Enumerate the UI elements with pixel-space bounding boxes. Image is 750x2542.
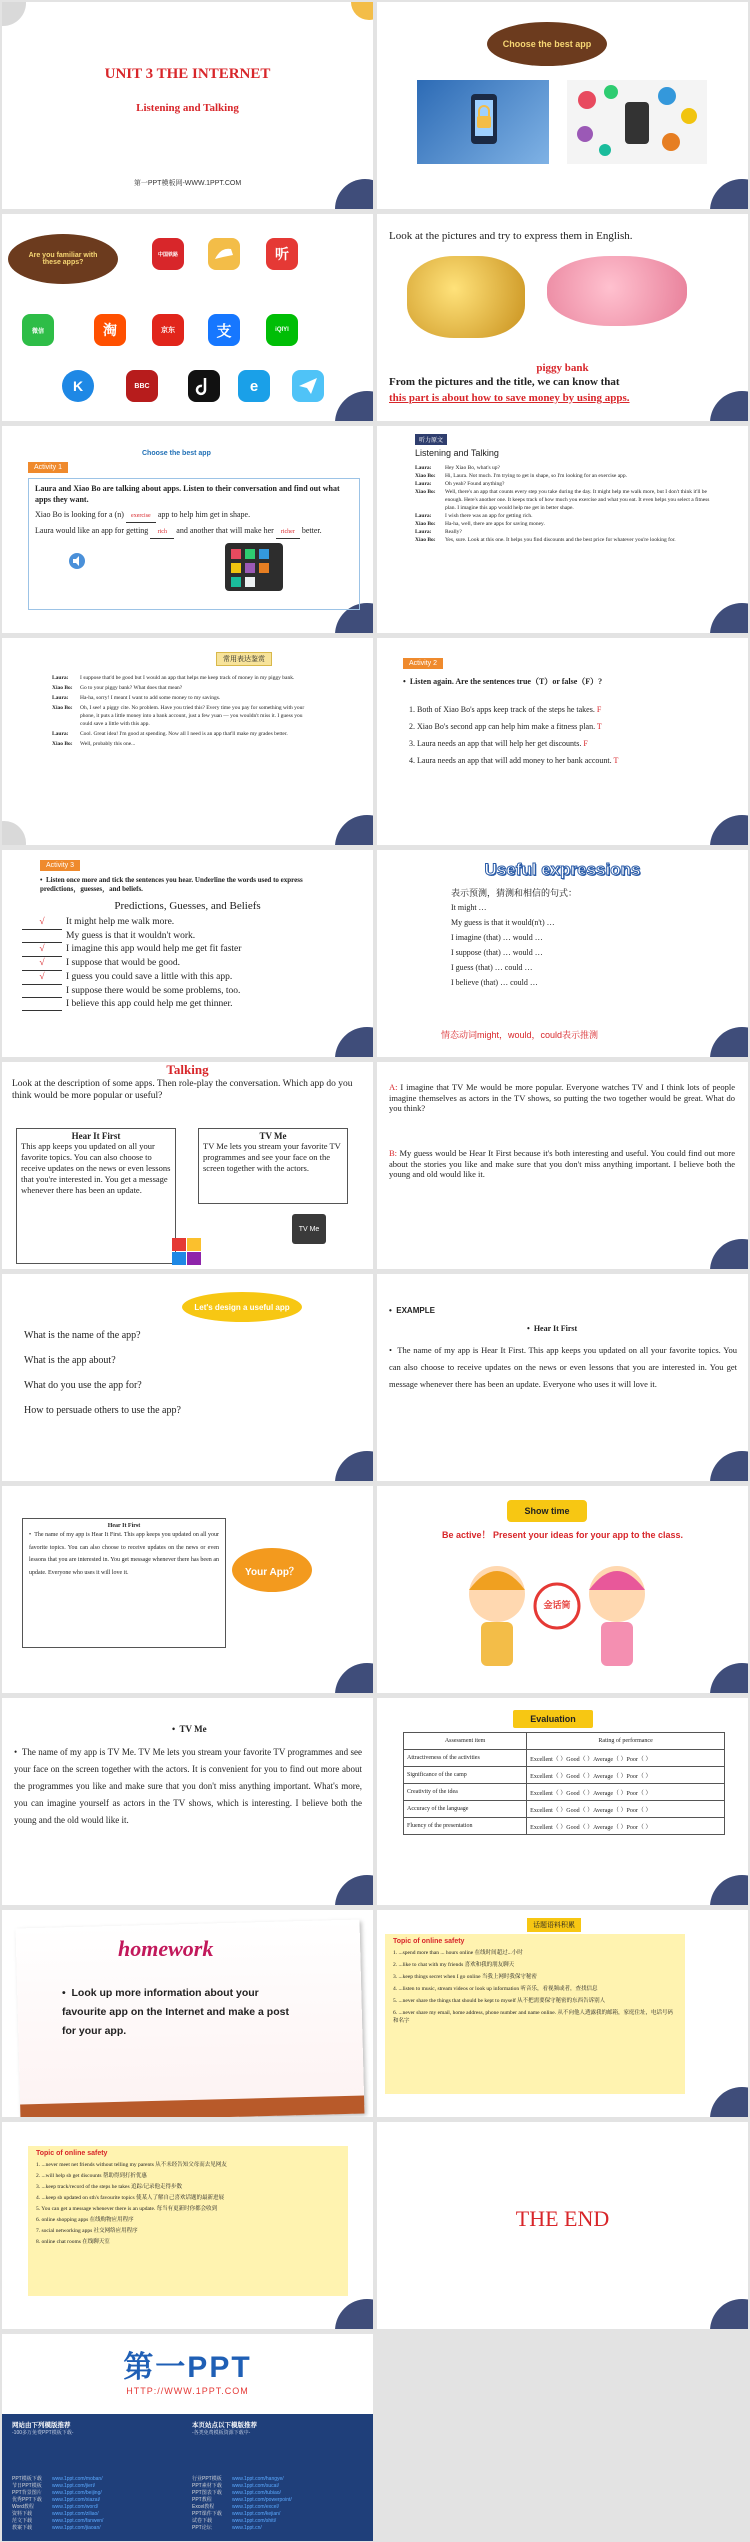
- link-row: 教案下载 www.1ppt.com/jiaoan/ PPT论坛 www.1ppt.cn/: [12, 2525, 262, 2531]
- link-row: 范文下载 www.1ppt.com/fanwen/ 试卷下载 www.1ppt.com/shiti/: [12, 2518, 277, 2524]
- q1-text-b: app to help him get in shape.: [157, 510, 251, 519]
- note-icon: [195, 376, 213, 396]
- deco-circle: [710, 391, 748, 421]
- speaker-icon: [69, 553, 85, 569]
- railway-app-icon: 中国铁路: [152, 238, 184, 270]
- speaker-a: A:: [389, 1082, 398, 1092]
- slide-16: [377, 1486, 748, 1693]
- topic-item: 4. ...listen to music, stream videos or look up information 听音乐，看视频或者，查找信息: [393, 1986, 598, 1992]
- topic-item: 5. ...never share the things that should be kept to myself 从不把需要保守秘密的东西告诉别人: [393, 1998, 606, 2004]
- slide-9: [2, 850, 373, 1057]
- show-time-tag: Show time: [507, 1500, 587, 1522]
- card-title: Hear It First: [71, 1131, 121, 1141]
- deco-circle: [710, 815, 748, 845]
- expression-item: It might …: [451, 903, 487, 912]
- cartoon-kids-icon: [447, 1546, 667, 1676]
- expression-item: My guess is that it would(n't) …: [451, 918, 555, 927]
- example-text: • The name of my app is Hear It First. This app keeps you updated on all your favorite topics. You can also choose to receive updates on the news or even lessons that you are interested in. You get message whenever there has been an update. Everyone who uses it will love it.: [389, 1345, 737, 1389]
- slide-22: [377, 2122, 748, 2329]
- q2-answer-1: rich: [150, 527, 174, 539]
- table-row: Fluency of the presentation Excellent（ ）Good（ ）Average（ ）Poor（ ）: [404, 1818, 725, 1835]
- topic-title: Topic of online safety: [36, 2150, 108, 2157]
- meituan-app-icon: [208, 238, 240, 270]
- puzzle-icon: [172, 1238, 202, 1266]
- deco-circle: [335, 2299, 373, 2329]
- puzzle-logo: [172, 1238, 202, 1266]
- design-oval: Let's design a useful app: [182, 1292, 302, 1322]
- link-row: Word教程 www.1ppt.com/word/ Excel教程 www.1ppt.com/excel/: [12, 2504, 279, 2510]
- topic-item: 8. online chat rooms 在线聊天室: [36, 2239, 110, 2245]
- transcript-title: Listening and Talking: [415, 448, 499, 458]
- column-heading-right: 本页站点以下模版推荐: [192, 2422, 257, 2429]
- table-header-row: [404, 1733, 725, 1750]
- iqiyi-app-icon: iQIYI: [266, 314, 298, 346]
- conclusion-line-2: this part is about how to save money by using apps.: [389, 392, 630, 404]
- link[interactable]: www.1ppt.com/jiaoan/: [52, 2525, 101, 2531]
- transcript-tag: 听力原文: [415, 434, 447, 445]
- link[interactable]: www.1ppt.com/kejian/: [232, 2511, 281, 2517]
- link[interactable]: www.1ppt.com/powerpoint/: [232, 2497, 292, 2503]
- tf-item: 2. Xiao Bo's second app can help him make a fitness plan. T: [409, 722, 602, 731]
- column-desc-right: -各类免费模板资源下载中-: [192, 2430, 251, 2436]
- jd-app-icon: 京东: [152, 314, 184, 346]
- slide-title: Useful expressions: [484, 860, 641, 879]
- table-header: Rating of performance: [527, 1733, 725, 1750]
- deco-circle: [335, 815, 373, 845]
- audio-play-button[interactable]: [69, 553, 85, 569]
- card-text: • The name of my app is Hear It First. This app keeps you updated on all your favorite topics. You can also choose to receive updates on the news or even lessons that you are interested in. You get message whenever there has been an update. Everyone who uses it will love it.: [29, 1532, 219, 1576]
- tf-item: 3. Laura needs an app that will help her get discounts. F: [409, 739, 588, 748]
- plane-app-icon: [292, 370, 324, 402]
- topic-item: 6. ...never share my email, home address, phone number and name online. 从不向他人透露我的邮箱，家庭住址，电话号码和名字: [393, 2010, 673, 2024]
- app-grid-icon: [225, 543, 283, 591]
- site-logo: 第一PPT: [123, 2351, 252, 2384]
- topic-item: 3. ...keep things secret when I go online 当我上网时我保守秘密: [393, 1974, 537, 1980]
- your-app-bubble: Your App？: [232, 1548, 312, 1592]
- table-row: Significance of the camp Excellent（ ）Good（ ）Average（ ）Poor（ ）: [404, 1767, 725, 1784]
- example-label: • EXAMPLE: [389, 1306, 435, 1315]
- card-title: Hear It First: [107, 1523, 141, 1529]
- app-card-hear-it-first: [16, 1128, 176, 1264]
- slide-18: [377, 1698, 748, 1905]
- tick-item: My guess is that it wouldn't work.: [22, 930, 352, 943]
- design-question: What do you use the app for?: [24, 1380, 142, 1391]
- link[interactable]: www.1ppt.com/word/: [52, 2504, 99, 2510]
- deco-circle: [710, 2299, 748, 2329]
- expression-tag: 常用表达鉴赏: [216, 652, 272, 666]
- link[interactable]: www.1ppt.com/hangye/: [232, 2476, 284, 2482]
- activity-question: • Listen once more and tick the sentences you hear. Underline the words used to express predictions，guesses，and beliefs.: [40, 876, 303, 893]
- link[interactable]: www.1ppt.com/jieri/: [52, 2483, 96, 2489]
- deco-circle: [351, 2, 373, 20]
- deco-circle: [335, 391, 373, 421]
- tick-list: [22, 916, 352, 1011]
- slide-3: [2, 214, 373, 421]
- slide-1: [2, 2, 373, 209]
- design-question: What is the app about?: [24, 1355, 116, 1366]
- table-row: Creativity of the idea Excellent（ ）Good（ ）Average（ ）Poor（ ）: [404, 1784, 725, 1801]
- tv-me-badge: TV Me: [292, 1214, 326, 1244]
- link-row: 资料下载 www.1ppt.com/ziliao/ PPT课件下载 www.1ppt.com/kejian/: [12, 2511, 281, 2517]
- link[interactable]: www.1ppt.com/tubiao/: [232, 2490, 281, 2496]
- tick-item: √ I guess you could save a little with this app.: [22, 971, 352, 985]
- app-card-tv-me: [198, 1128, 348, 1204]
- listen-app-icon: 听: [266, 238, 298, 270]
- gold-piggy-image: [407, 256, 525, 338]
- deco-circle: [710, 1027, 748, 1057]
- question-bubble: Are you familiar with these apps?: [8, 234, 118, 284]
- topic-box: [28, 2146, 348, 2296]
- link[interactable]: www.1ppt.com/sucai/: [232, 2483, 279, 2489]
- topic-item: 7. social networking apps 社交网络应用程序: [36, 2228, 138, 2234]
- transcript-line: Laura: Ha-ha, sorry! I meant I want to add some money to my savings.: [52, 695, 221, 701]
- slide-17: [2, 1698, 373, 1905]
- show-time-line: Be active！ Present your ideas for your app to the class.: [441, 1530, 684, 1540]
- table-row: Accuracy of the language Excellent（ ）Good（ ）Average（ ）Poor（ ）: [404, 1801, 725, 1818]
- topic-item: 1. ...never meet net friends without telling my parents 从不未经告知父母而去见网友: [36, 2162, 227, 2168]
- homework-text: • Look up more information about your favourite app on the Internet and make a post for your app.: [62, 1987, 289, 2037]
- slide-2: [377, 2, 748, 209]
- topic-title: Topic of online safety: [393, 1938, 465, 1945]
- slide-15: [2, 1486, 373, 1693]
- slide-title: UNIT 3 THE INTERNET: [104, 66, 271, 82]
- deco-circle: [335, 1027, 373, 1057]
- tick-item: I believe this app could help me get thinner.: [22, 998, 352, 1011]
- activity-tag: Activity 1: [28, 462, 68, 473]
- tf-item: 4. Laura needs an app that will add money to her bank account. T: [409, 756, 619, 765]
- card-title: TV Me: [259, 1131, 287, 1141]
- transcript-list: [415, 464, 715, 544]
- kangaroo-icon: [213, 245, 235, 263]
- tick-item: √ It might help me walk more.: [22, 916, 352, 930]
- expression-item: I imagine (that) … would …: [451, 933, 543, 942]
- tf-item: 1. Both of Xiao Bo's apps keep track of the steps he takes. F: [409, 705, 602, 714]
- slide-23: [2, 2334, 373, 2541]
- logo-text: 金话筒: [543, 1600, 571, 1610]
- dialogue-b: B: My guess would be Hear It First because it's both interesting and useful. You could find out more about the stories you like and make sure that you don't miss anything important. I believe both the young and old would like it.: [389, 1148, 736, 1179]
- table-row: Attractiveness of the activities Excellent（ ）Good（ ）Average（ ）Poor（ ）: [404, 1750, 725, 1767]
- microphone-kids-illustration: [447, 1546, 667, 1676]
- transcript-line: Laura: I suppose that'd be good but I would an app that helps me keep track of money in my piggy bank.: [52, 675, 295, 681]
- link[interactable]: www.1ppt.com/ziliao/: [52, 2511, 99, 2517]
- deco-circle: [710, 1239, 748, 1269]
- topic-item: 6. online shopping apps 在线购物应用程序: [36, 2217, 134, 2223]
- speaker-b: B:: [389, 1148, 398, 1158]
- link[interactable]: www.1ppt.com/xiazai/: [52, 2497, 101, 2503]
- pink-piggy-image: [547, 256, 687, 326]
- deco-circle: [2, 821, 26, 845]
- homework-title: homework: [118, 1936, 214, 1961]
- topic-item: 1. ...spend more than ... hours online 在线时间超过...小时: [393, 1950, 523, 1956]
- design-question: How to persuade others to use the app?: [24, 1405, 181, 1416]
- footer-text: 第一PPT模板网-WWW.1PPT.COM: [133, 180, 242, 187]
- design-question: What is the name of the app?: [24, 1330, 141, 1341]
- expression-item: I believe (that) … could …: [451, 978, 538, 987]
- q2-text-b: and another that will make her: [176, 526, 274, 535]
- evaluation-title: Evaluation: [513, 1710, 593, 1728]
- deco-circle: [710, 1451, 748, 1481]
- link-row: 节日PPT模板 www.1ppt.com/jieri/ PPT素材下载 www.1ppt.com/sucai/: [12, 2483, 279, 2489]
- deco-circle: [335, 1875, 373, 1905]
- talking-intro: Look at the description of some apps. Then role-play the conversation. Which app do you think would be more popular or useful?: [12, 1079, 353, 1101]
- slide-11: [2, 1062, 373, 1269]
- list-heading: Predictions, Guesses, and Beliefs: [114, 900, 261, 912]
- question-list: [24, 1330, 181, 1430]
- question-2: [35, 525, 322, 539]
- transcript-line: Xiao Bo: Oh, I see! a piggy cite. No problem. Have you tried this? Every time you pay for something with your phone, it puts a little money into a bank account, just a few yuan — you wouldn't miss it. I guess you could save a little with this app.: [52, 705, 305, 727]
- tf-answer: T: [613, 756, 619, 765]
- slide-10: [377, 850, 748, 1057]
- expression-intro: 表示预测，猜测和相信的句式：: [451, 888, 578, 898]
- link-row: PPT背景图片 www.1ppt.com/beijing/ PPT图表下载 www.1ppt.com/tubiao/: [12, 2490, 281, 2496]
- image-caption: piggy bank: [536, 362, 589, 374]
- slide-5: [2, 426, 373, 633]
- slide-13: [2, 1274, 373, 1481]
- transcript-line: Xiao Bo: Ha-ha, well, there are apps for saving money.: [415, 521, 545, 527]
- example-title: • TV Me: [172, 1724, 207, 1734]
- link[interactable]: www.1ppt.cn/: [232, 2525, 262, 2531]
- q1-text-a: Xiao Bo is looking for a (n): [35, 510, 124, 519]
- example-text: • The name of my app is TV Me. TV Me lets you stream your favorite TV programmes and see your face on the screen together with the actors. It is convenient for you to find out more about the programmes you like and make sure that you don't miss anything important. What's more, you can imagine yourself as actors in the TV shows, which is interesting. I believe both the young and the old would like it.: [14, 1747, 362, 1825]
- grammar-note: 情态动词might，would，could表示推测: [441, 1030, 599, 1040]
- expression-item: I guess (that) … could …: [451, 963, 533, 972]
- the-end-text: THE END: [515, 2206, 610, 2231]
- transcript-line: Xiao Bo: Yes, sure. Look at this one. It helps you find discounts and the best price for whatever you're looking for.: [415, 537, 676, 543]
- paper-plane-icon: [298, 377, 318, 395]
- slide-7: [2, 638, 373, 845]
- slide-20: [377, 1910, 748, 2117]
- card-text: This app keeps you updated on all your favorite topics. You can also choose to receive updates on the news or even lessons that you're interested in. You get a message whenever there has been an update.: [21, 1141, 171, 1195]
- transcript-line: Laura: Hey Xiao Bo, what's up?: [415, 465, 500, 471]
- link[interactable]: www.1ppt.com/beijing/: [52, 2490, 102, 2496]
- link[interactable]: www.1ppt.com/shiti/: [232, 2518, 277, 2524]
- topic-oval: Choose the best app: [487, 22, 607, 66]
- dialogue-a: A: I imagine that TV Me would be more popular. Everyone watches TV and I think lots of people imagine themselves as actors in the TV shows, so putting the two together would be great. What do you think?: [389, 1082, 735, 1113]
- column-heading-left: 网站由下列模版推荐: [12, 2422, 71, 2429]
- tick-item: √ I imagine this app would help me get fit faster: [22, 943, 352, 957]
- topic-item: 3. ...keep track/record of the steps he takes 追踪/记录他走得步数: [36, 2184, 183, 2190]
- taobao-app-icon: 淘: [94, 314, 126, 346]
- topic-item: 2. ...will help sb get discounts 帮助得到打折优惠: [36, 2173, 147, 2179]
- topic-item: 4. ...keep sb updated on sth's favourite topics 使某人了解自己喜欢话题的最新进展: [36, 2195, 224, 2201]
- example-card: [22, 1518, 226, 1648]
- expression-item: I suppose (that) … would …: [451, 948, 543, 957]
- section-label: Choose the best app: [142, 450, 211, 457]
- tiktok-app-icon: [188, 370, 220, 402]
- link[interactable]: www.1ppt.com/fanwen/: [52, 2518, 104, 2524]
- app-icons-illustration: [567, 80, 707, 164]
- link[interactable]: www.1ppt.com/excel/: [232, 2504, 279, 2510]
- deco-circle: [710, 1663, 748, 1693]
- slide-4: [377, 214, 748, 421]
- deco-circle: [710, 2087, 748, 2117]
- tf-answer: T: [596, 722, 602, 731]
- slide-title: Talking: [166, 1062, 209, 1077]
- slide-6: [377, 426, 748, 633]
- q1-answer: exercise: [126, 511, 156, 523]
- question-1: [35, 509, 250, 523]
- wechat-app-icon: 微信: [22, 314, 54, 346]
- slide-12: [377, 1062, 748, 1269]
- link-list: [12, 2476, 368, 2532]
- kugou-app-icon: K: [62, 370, 94, 402]
- activity-question: • Listen again. Are the sentences true（T）or false（F）?: [403, 677, 603, 686]
- link-row: PPT模板下载 www.1ppt.com/moban/ 行业PPT模板 www.1ppt.com/hangye/: [12, 2476, 284, 2482]
- q2-text-a: Laura would like an app for getting: [35, 526, 149, 535]
- transcript-line: Laura: I wish there was an app for getting rich.: [415, 513, 533, 519]
- column-desc-left: -100多万免费PPT模板下载-: [12, 2430, 74, 2436]
- tick-item: √ I suppose that would be good.: [22, 957, 352, 971]
- transcript-line: Laura: Oh yeah? Found anything?: [415, 481, 505, 487]
- tf-answer: F: [583, 739, 588, 748]
- card-text: TV Me lets you stream your favorite TV programmes and see your face on the screen together with the actors.: [203, 1141, 341, 1173]
- evaluation-table: [403, 1732, 725, 1835]
- q2-text-c: better.: [301, 526, 322, 535]
- deco-circle: [710, 1875, 748, 1905]
- deco-circle: [335, 1451, 373, 1481]
- expression-list: [451, 902, 555, 992]
- activity-tag: Activity 3: [40, 860, 80, 871]
- link-row: 优秀PPT下载 www.1ppt.com/xiazai/ PPT教程 www.1ppt.com/powerpoint/: [12, 2497, 292, 2503]
- activity-intro: Laura and Xiao Bo are talking about apps. Listen to their conversation and find out what apps they want.: [35, 484, 340, 504]
- conclusion-line-1: From the pictures and the title, we can know that: [389, 376, 620, 388]
- edge-app-icon: e: [238, 370, 270, 402]
- activity-tag: Activity 2: [403, 658, 443, 669]
- transcript-list: [52, 674, 312, 750]
- slide-21: [2, 2122, 373, 2329]
- transcript-line: Xiao Bo: Well, probably this one...: [52, 741, 136, 747]
- topic-item: 2. ...like to chat with my friends 喜欢和我的朋友聊天: [393, 1962, 515, 1968]
- slide-19: [2, 1910, 373, 2117]
- link[interactable]: www.1ppt.com/moban/: [52, 2476, 103, 2482]
- deco-circle: [2, 2, 26, 26]
- topic-item: 5. You can get a message whenever there is an update. 每当有更新时你都会收到: [36, 2206, 218, 2212]
- transcript-line: Xiao Bo: Well, there's an app that counts every step you take during the day. It might help me walk more, but I don't think it'll be enough. Here's another one. It keeps track of how much you exercise and what you eat. It even helps you select a fitness plan. I imagine this app would help me get in better shape.: [415, 489, 710, 511]
- slide-subtitle: Listening and Talking: [136, 102, 239, 114]
- tick-item: I suppose there would be some problems, too.: [22, 985, 352, 998]
- bbc-app-icon: BBC: [126, 370, 158, 402]
- slide-heading: Look at the pictures and try to express them in English.: [389, 230, 633, 242]
- lock-icon: [417, 80, 549, 164]
- slide-14: [377, 1274, 748, 1481]
- alipay-app-icon: 支: [208, 314, 240, 346]
- tf-list: [409, 704, 729, 772]
- deco-circle: [335, 1663, 373, 1693]
- deco-circle: [710, 179, 748, 209]
- example-title: • Hear It First: [527, 1324, 578, 1333]
- phone-app-grid-image: [225, 543, 283, 591]
- site-url: HTTP://WWW.1PPT.COM: [126, 2386, 249, 2396]
- table-header: Assessment item: [404, 1733, 527, 1750]
- phone-lock-image: [417, 80, 549, 164]
- tf-answer: F: [596, 705, 602, 714]
- topic-tag: 话题语料积累: [527, 1918, 581, 1932]
- transcript-line: Xiao Bo: Hi, Laura. Not much. I'm trying to get in shape, so I'm looking for an exercise app.: [415, 473, 628, 479]
- apps-collage-image: [567, 80, 707, 164]
- deco-circle: [710, 603, 748, 633]
- transcript-line: Laura: Really?: [415, 529, 462, 535]
- transcript-line: Xiao Bo: Go to your piggy bank? What does that mean?: [52, 685, 183, 691]
- slide-8: [377, 638, 748, 845]
- transcript-line: Laura: Cool. Great idea! I'm good at spending. Now all I need is an app that'll make my grades better.: [52, 731, 288, 737]
- topic-box: [385, 1934, 685, 2094]
- activity-box: [28, 478, 360, 610]
- q2-answer-2: richer: [276, 527, 300, 539]
